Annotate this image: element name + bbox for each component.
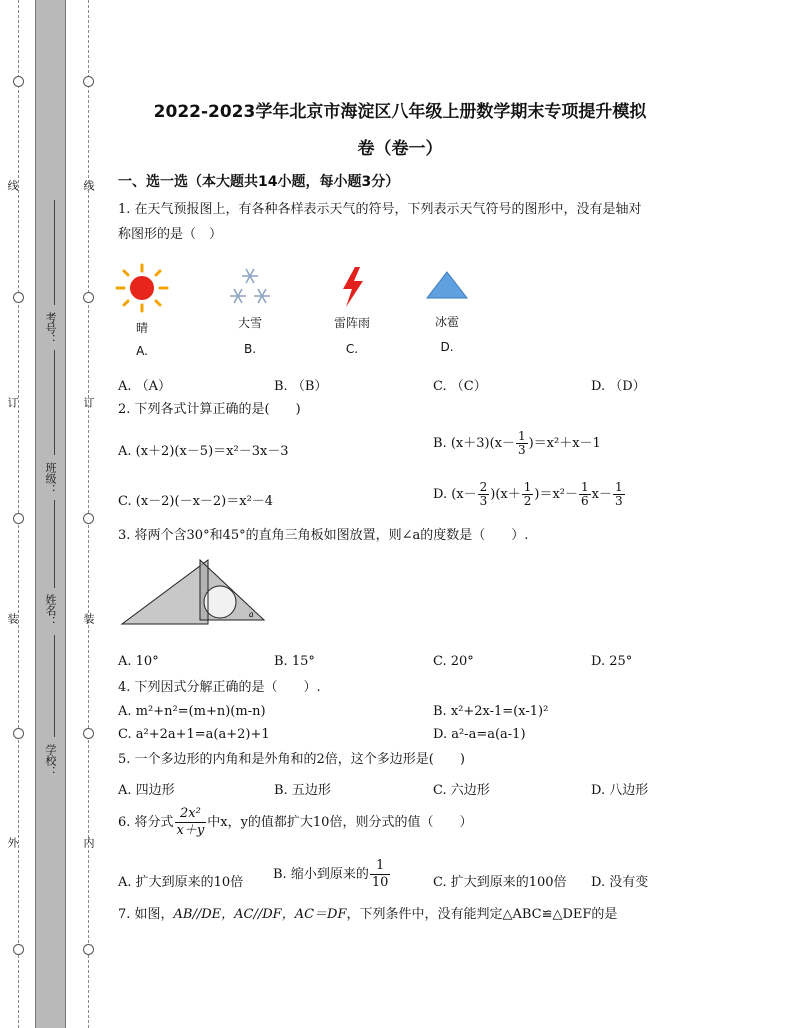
q2-option-b[interactable] [433,430,601,457]
q2-d-part: D. (x－ [433,487,477,502]
question-5-stem: 5. 一个多边形的内角和是外角和的2倍，这个多边形是( ) [118,752,465,767]
q4-option-c[interactable]: C. a²+2a+1=a(a+2)+1 [118,727,270,742]
denominator: x＋y [176,823,205,838]
angle-label: a [249,609,254,619]
q6-prefix: 6. 将分式 [118,815,174,830]
numerator: 1 [370,858,391,875]
binding-mark-outer: 装 [6,613,19,624]
numerator: 1 [615,480,623,494]
fraction [175,806,207,839]
denominator: 3 [517,443,526,457]
binding-hole [13,76,24,87]
q5-option-c[interactable]: C. 六边形 [433,783,490,798]
fraction [613,481,625,508]
binding-mark-inner: 内 [82,837,95,848]
option-letter: A. [136,344,148,358]
q4-option-b[interactable]: B. x²+2x-1=(x-1)² [433,704,549,719]
q6-option-a[interactable]: A. 扩大到原来的10倍 [118,875,244,890]
q4-option-d[interactable]: D. a²-a=a(a-1) [433,727,526,742]
binding-hole [13,292,24,303]
q7-suffix: ，下列条件中，没有能判定△ABC≌△DEF的是 [346,907,618,922]
fraction [478,481,490,508]
denominator: 2 [523,494,532,508]
q2-d-part: )＝x²－ [534,487,579,502]
school-line [54,635,55,737]
q7-prefix: 7. 如图， [118,907,174,922]
name-line [54,500,55,588]
exam-number-label: 考号： [44,312,57,345]
numerator: 2 [479,480,488,494]
triangle-rulers-figure [120,558,270,628]
q1-option-a[interactable]: A. （A） [118,379,172,394]
question-6-stem [118,806,472,839]
weather-caption: 冰雹 [434,315,459,329]
q2-b-suffix: )＝x²＋x－1 [528,436,601,451]
q2-b-prefix: B. (x＋3)(x－ [433,436,515,451]
denominator: 3 [615,494,623,508]
numerator: 1 [581,480,589,494]
q7-conditions: AB//DE，AC//DF，AC＝DF [173,907,347,922]
q2-option-d[interactable] [433,481,626,508]
lightning-icon [338,266,368,308]
q3-option-d[interactable]: D. 25° [591,654,633,669]
fraction [370,858,391,891]
q5-option-a[interactable]: A. 四边形 [118,783,175,798]
numerator: 1 [523,480,532,494]
binding-hole [13,728,24,739]
denominator: 3 [479,494,488,508]
q4-option-a[interactable]: A. m²+n²=(m+n)(m-n) [118,704,266,719]
hail-triangle-icon [425,270,469,300]
binding-mark-inner: 装 [82,613,95,624]
binding-mark-outer: 外 [6,837,19,848]
binding-strip [35,0,66,1028]
question-2-stem: 2. 下列各式计算正确的是( ) [118,402,301,417]
denominator: 6 [581,494,589,508]
weather-caption: 雷阵雨 [333,316,370,330]
q6-option-d[interactable]: D. 没有变 [591,875,649,890]
denominator: 10 [371,875,389,890]
page-title: 2022-2023学年北京市海淀区八年级上册数学期末专项提升模拟 [153,102,647,122]
q2-d-part: x－ [591,487,613,502]
q2-option-c[interactable]: C. (x－2)(－x－2)＝x²－4 [118,494,274,509]
question-7-stem [118,904,617,926]
weather-caption: 大雪 [237,316,262,330]
section-heading: 一、选一选（本大题共14小题，每小题3分） [118,174,400,190]
binding-hole [83,728,94,739]
q1-option-b[interactable]: B. （B） [274,379,328,394]
weather-caption: 晴 [135,321,148,335]
binding-hole [83,292,94,303]
q6-b-prefix: B. 缩小到原来的 [273,867,369,882]
binding-mark-inner: 订 [82,397,95,408]
q6-option-b[interactable] [273,858,391,891]
binding-hole [13,944,24,955]
snowflake-icon [226,266,274,308]
q1-option-c[interactable]: C. （C） [433,379,487,394]
q3-option-b[interactable]: B. 15° [274,654,315,669]
name-label: 姓名： [44,594,57,627]
fraction [579,481,591,508]
binding-mark-inner: 线 [82,180,95,191]
fraction [516,430,528,457]
binding-hole [13,513,24,524]
question-1-stem-line2: 称图形的是（ ） [118,227,223,242]
q6-option-c[interactable]: C. 扩大到原来的100倍 [433,875,567,890]
q6-suffix: 中x，y的值都扩大10倍，则分式的值（ ） [207,815,473,830]
question-4-stem: 4. 下列因式分解正确的是（ ）. [118,680,321,695]
option-letter: B. [243,342,257,356]
binding-hole [83,944,94,955]
question-1-stem: 1. 在天气预报图上，有各种各样表示天气的符号，下列表示天气符号的图形中，没有是轴对 [118,202,642,217]
q3-option-c[interactable]: C. 20° [433,654,474,669]
class-line [54,350,55,455]
fraction [522,481,534,508]
sun-icon [115,263,169,313]
q5-option-d[interactable]: D. 八边形 [591,783,649,798]
page-title-line2: 卷（卷一） [357,139,443,159]
binding-hole [83,76,94,87]
binding-mark-outer: 订 [6,397,19,408]
numerator: 2x² [175,806,207,823]
q1-option-d[interactable]: D. （D） [591,379,646,394]
exam-number-line [54,200,55,305]
option-letter: D. [440,340,454,354]
school-label: 学校： [44,744,57,777]
q2-d-part: )(x＋ [490,487,521,502]
q3-option-a[interactable]: A. 10° [118,654,159,669]
binding-hole [83,513,94,524]
q5-option-b[interactable]: B. 五边形 [274,783,331,798]
numerator: 1 [517,429,526,443]
option-letter: C. [345,342,359,356]
binding-mark-outer: 线 [6,180,19,191]
question-3-stem: 3. 将两个含30°和45°的直角三角板如图放置，则∠a的度数是（ ）. [118,528,529,543]
q2-option-a[interactable]: A. (x＋2)(x－5)＝x²－3x－3 [118,444,289,459]
class-label: 班级： [44,462,57,495]
